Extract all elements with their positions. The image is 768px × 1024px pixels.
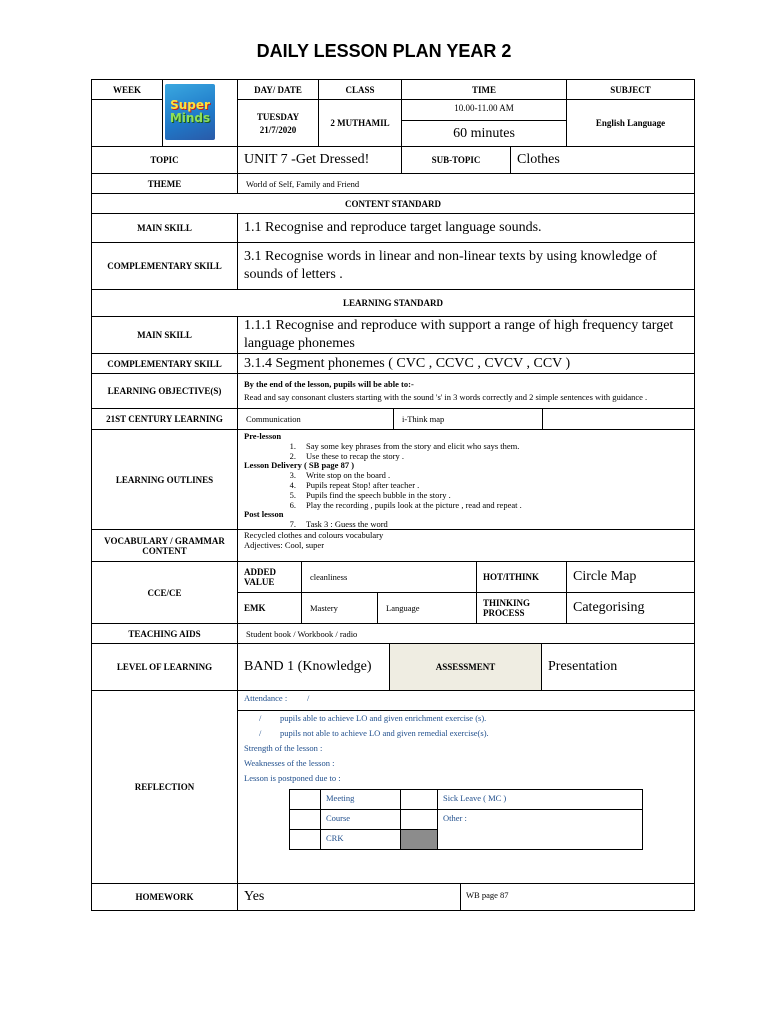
day-date-cell — [237, 99, 319, 147]
homework-label: HOMEWORK — [91, 883, 238, 911]
weakness-line: Weaknesses of the lesson : — [244, 758, 335, 768]
objective-text: Read and say consonant clusters starting with the sound 's' in 3 words correctly and 2 simple sentences with guidance . — [244, 392, 648, 402]
cs-comp-skill-label: COMPLEMENTARY SKILL — [91, 242, 238, 290]
reflection-label: REFLECTION — [91, 690, 238, 884]
outline-item: 2. Use these to recap the story . — [289, 450, 404, 461]
hot-ithink-label: HOT/ITHINK — [476, 561, 567, 593]
meeting-label: Meeting — [320, 789, 401, 810]
attendance-cell — [237, 690, 695, 711]
cce-label: CCE/CE — [91, 561, 238, 624]
course-checkbox[interactable] — [289, 809, 321, 830]
enrichment-line: pupils able to achieve LO and given enrichment exercise (s). — [280, 713, 487, 723]
sub-topic-value: Clothes — [510, 146, 695, 174]
homework-value: Yes — [237, 883, 461, 911]
sick-leave-label: Sick Leave ( MC ) — [437, 789, 643, 810]
pre-lesson-heading: Pre-lesson — [244, 431, 282, 441]
subject-value: English Language — [566, 99, 695, 147]
added-value-value: cleanliness — [301, 561, 477, 593]
century-empty-cell — [542, 408, 695, 430]
page-title: DAILY LESSON PLAN YEAR 2 — [256, 41, 512, 61]
outline-item: 4. Pupils repeat Stop! after teacher . — [289, 479, 420, 490]
outlines-label: LEARNING OUTLINES — [91, 429, 238, 530]
logo-line2: Minds — [169, 111, 211, 125]
theme-label: THEME — [91, 173, 238, 194]
time-range: 10.00-11.00 AM — [401, 99, 567, 121]
objective-label: LEARNING OBJECTIVE(S) — [91, 373, 238, 409]
crk-checkbox[interactable] — [289, 829, 321, 850]
time-header: TIME — [401, 79, 567, 100]
day-value: TUESDAY — [256, 111, 300, 122]
outline-item: 3. Write stop on the board . — [289, 470, 391, 481]
remedial-slash: / — [259, 728, 262, 738]
level-value: BAND 1 (Knowledge) — [237, 643, 390, 691]
outline-item: 7. Task 3 : Guess the word — [289, 519, 388, 530]
enrich-slash: / — [259, 713, 262, 723]
level-label: LEVEL OF LEARNING — [91, 643, 238, 691]
day-date-header: DAY/ DATE — [237, 79, 319, 100]
vocab-line-1: Recycled clothes and colours vocabulary — [244, 530, 384, 540]
outline-item: 6. Play the recording , pupils look at the picture , read and repeat . — [289, 499, 522, 510]
added-value-label: ADDED VALUE — [237, 561, 302, 593]
week-value-cell — [91, 99, 163, 147]
sub-topic-label: SUB-TOPIC — [401, 146, 511, 174]
cs-main-skill-value: 1.1 Recognise and reproduce target language sounds. — [237, 213, 695, 243]
topic-label: TOPIC — [91, 146, 238, 174]
crk-label: CRK — [320, 829, 401, 850]
cs-main-skill-label: MAIN SKILL — [91, 213, 238, 243]
assessment-label: ASSESSMENT — [389, 643, 542, 691]
emk-value-2: Language — [377, 592, 477, 624]
post-lesson-heading: Post lesson — [244, 509, 284, 520]
ls-comp-skill-label: COMPLEMENTARY SKILL — [91, 353, 238, 374]
remedial-line: pupils not able to achieve LO and given remedial exercise(s). — [280, 728, 489, 738]
postponed-line: Lesson is postponed due to : — [244, 773, 341, 783]
attendance-label: Attendance : — [244, 693, 288, 703]
outline-item: 1. Say some key phrases from the story and elicit who says them. — [289, 440, 520, 451]
subject-header: SUBJECT — [566, 79, 695, 100]
century-value-1: Communication — [237, 408, 394, 430]
other-checkbox[interactable] — [400, 809, 438, 830]
course-label: Course — [320, 809, 401, 830]
homework-page: WB page 87 — [460, 883, 695, 911]
duration-value: 60 minutes — [401, 120, 567, 147]
learning-standard-header: LEARNING STANDARD — [91, 289, 695, 317]
outlines-cell — [237, 429, 695, 530]
theme-value: World of Self, Family and Friend — [237, 173, 695, 194]
logo-line1: Super — [170, 98, 210, 112]
vocab-cell — [237, 529, 695, 562]
ls-main-skill-value: 1.1.1 Recognise and reproduce with support a range of high frequency target language phonemes — [237, 316, 695, 354]
lesson-delivery-heading: Lesson Delivery ( SB page 87 ) — [244, 460, 355, 471]
topic-value: UNIT 7 -Get Dressed! — [237, 146, 402, 174]
emk-label: EMK — [237, 592, 302, 624]
vocab-line-2: Adjectives: Cool, super — [244, 540, 325, 550]
meeting-checkbox[interactable] — [289, 789, 321, 810]
thinking-process-value: Categorising — [566, 592, 695, 624]
vocab-label: VOCABULARY / GRAMMAR CONTENT — [91, 529, 238, 562]
thinking-process-label: THINKING PROCESS — [476, 592, 567, 624]
teaching-aids-value: Student book / Workbook / radio — [237, 623, 695, 644]
other-label: Other : — [437, 809, 643, 850]
class-header: CLASS — [318, 79, 402, 100]
strength-line: Strength of the lesson : — [244, 743, 323, 753]
emk-value-1: Mastery — [301, 592, 378, 624]
content-standard-header: CONTENT STANDARD — [91, 193, 695, 214]
ls-comp-skill-value: 3.1.4 Segment phonemes ( CVC , CCVC , CVCV , CCV ) — [237, 353, 695, 374]
century-value-2: i-Think map — [393, 408, 543, 430]
class-value: 2 MUTHAMIL — [318, 99, 402, 147]
hot-ithink-value: Circle Map — [566, 561, 695, 593]
objective-intro: By the end of the lesson, pupils will be able to:- — [244, 379, 414, 389]
century-label: 21ST CENTURY LEARNING — [91, 408, 238, 430]
ls-main-skill-label: MAIN SKILL — [91, 316, 238, 354]
sick-leave-checkbox[interactable] — [400, 789, 438, 810]
cs-comp-skill-value: 3.1 Recognise words in linear and non-linear texts by using knowledge of sounds of letters . — [237, 242, 695, 290]
crk-shaded-cell — [400, 829, 438, 850]
super-minds-logo — [165, 84, 215, 140]
teaching-aids-label: TEACHING AIDS — [91, 623, 238, 644]
objective-cell — [237, 373, 695, 409]
attendance-slash: / — [307, 693, 310, 703]
date-value: 21/7/2020 — [259, 124, 297, 135]
week-header: WEEK — [91, 79, 163, 100]
assessment-value: Presentation — [541, 643, 695, 691]
outline-item: 5. Pupils find the speech bubble in the story . — [289, 489, 451, 500]
